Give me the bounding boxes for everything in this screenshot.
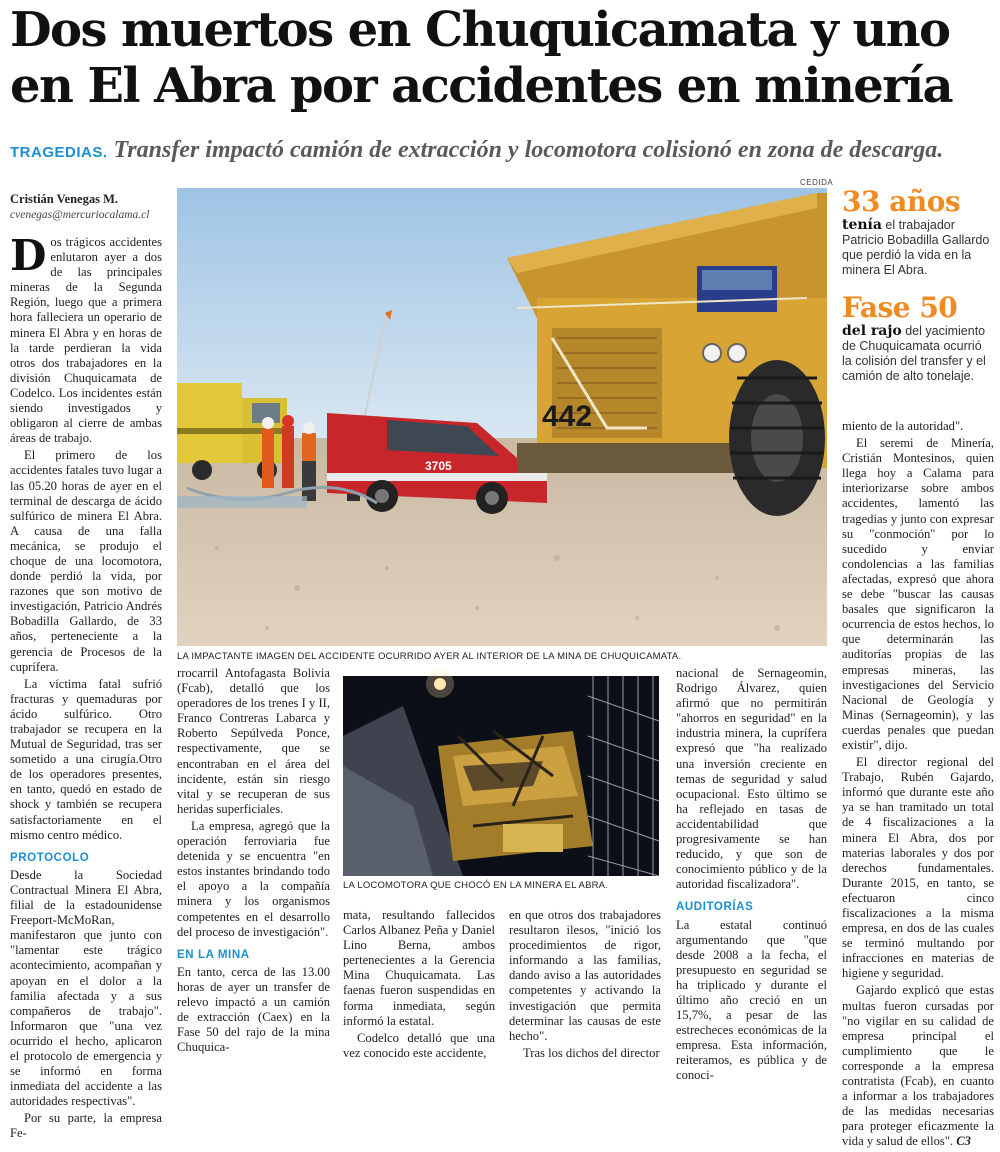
paragraph-text: Gajardo explicó que estas multas fueron cursadas por "no vigilar en su calidad de empresa principal el cumplimiento que le corresponde a la empresa contratista (Fcab), en cuanto a informar a los trabajadores de las medidas necesarias para proteger eficazmente la vida y salud de ellos". bbox=[842, 983, 994, 1149]
locomotive-wreck-photo bbox=[343, 676, 659, 876]
stat-value-age: 33 años bbox=[842, 185, 961, 218]
headline-line-1: Dos muertos en Chuquicamata y uno bbox=[10, 2, 950, 58]
paragraph: El director regional del Trabajo, Rubén Gajardo, informó que durante este año ya se han tramitado un total de 4 fiscalizaciones a la minera El Abra, dos por materias laborales y dos por derechos fundamentales. Durante 2015, en tanto, se efectuaron cinco fiscalizaciones a la misma empresa, en dos de las cuales se terminó multando por infracciones en materias de higiene y seguridad. bbox=[842, 755, 994, 981]
paragraph: nacional de Sernageomin, Rodrigo Álvarez, quien afirmó que no permitirán "ahorros en seguridad" en la industria minera, la cuprífera expresó que "ha realizado una inversión creciente en temas de seguridad y salud ocupacional. Esto último se ha reflejado en tasas de accidentabilidad que progresivamente se han reducido, y que son de conocimiento público y de la autoridad fiscalizadora". bbox=[676, 666, 827, 892]
paragraph: Codelco detalló que una vez conocido este accidente, bbox=[343, 1030, 495, 1060]
main-photo-caption: LA IMPACTANTE IMAGEN DEL ACCIDENTE OCURRIDO AYER AL INTERIOR DE LA MINA DE CHUQUICAMATA. bbox=[177, 651, 682, 662]
stat-box-phase bbox=[842, 292, 992, 384]
drop-cap: D bbox=[10, 231, 47, 280]
paragraph: El primero de los accidentes fatales tuvo lugar a las 05.20 horas de ayer en el terminal de descarga de ácido sulfúrico de minera El Abra. A causa de una falla mecánica, se produjo el choque de una locomotora, donde perdió la vida, por razones que son motivo de investigación, Patricio Andrés Bobadilla Gallardo, de 33 años, perteneciente a la gerencia de Procesos de la cuprífera. bbox=[10, 448, 162, 674]
subhead-en-la-mina: EN LA MINA bbox=[177, 948, 250, 961]
stat-lead-phase: del rajo bbox=[842, 323, 902, 339]
paragraph-text: os trágicos accidentes enlutaron ayer a dos de las principales mineras de la Segunda Región, luego que a primera hora falleciera un operario de minera El Abra y en horas de la tarde perdieran la vida otros dos trabajadores en la división Chuquicamata de Codelco. Los incidentes están siendo investigados y obligaron al cierre de ambas áreas de trabajo. bbox=[10, 235, 162, 446]
article-column-4 bbox=[509, 908, 661, 1063]
paragraph: El seremi de Minería, Cristián Montesinos, quien llega hoy a Calama para interiorizarse sobre ambos accidentes, lamentó las tragedias y junto con expresar su "conmoción" por lo sucedido y enviar condolencias a las familias afectadas, expresó que ahora se debe "buscar las causas basales que significaron la ocurrencia de estos hechos, lo que determinarán las auditorías propias de las empresas mineras, las investigaciones del Servicio Nacional de Geología y Minas (Sernageomin), y las cuerdas penales que puedan existir", dijo. bbox=[842, 436, 994, 752]
paragraph: rrocarril Antofagasta Bolivia (Fcab), detalló que los operadores de los trenes I y II, Franco Contreras Labarca y Roberto Sepúlveda Ponce, respectivamente, que se encontraban en el área del incidente, están sin riesgo vital y se recuperan de sus heridas superficiales. bbox=[177, 666, 330, 816]
paragraph: En tanto, cerca de las 13.00 horas de ayer un transfer de relevo impactó a un camión de extracción (Caex) en la Fase 50 del rajo de la mina Chuquica- bbox=[177, 964, 330, 1055]
dek bbox=[10, 135, 995, 168]
paragraph: Por su parte, la empresa Fe- bbox=[10, 1111, 162, 1141]
headline bbox=[10, 2, 995, 114]
main-photo bbox=[177, 188, 827, 646]
wrecked-locomotive bbox=[438, 731, 593, 861]
paragraph: La estatal continuó argumentando que "que desde 2008 a la fecha, el presupuesto en seguridad se ha triplicado y durante el último año creció en un 15,7%, a pesar de las estrecheces económicas de la empresa. Esta información, reiteramos, es pública y de conoci- bbox=[676, 917, 827, 1083]
dek-kicker: TRAGEDIAS. bbox=[10, 144, 108, 161]
byline-email[interactable]: cvenegas@mercuriocalama.cl bbox=[10, 209, 150, 221]
paragraph: en que otros dos trabajadores resultaron ilesos, "inició los procedimientos de rigor, informando a las familias, dando aviso a las autoridades competentes y activando la investigación que permita determinar las causas de este hecho". bbox=[509, 908, 661, 1043]
article-column-2 bbox=[177, 666, 330, 1057]
mining-accident-photo bbox=[177, 188, 827, 646]
paragraph: Desde la Sociedad Contractual Minera El Abra, filial de la estadounidense Freeport-McMoRan, manifestaron que junto con "lamentar este trágico acontecimiento, acompañan y apoyan en el dolor a la familia afectada y a sus compañeros de trabajo". Informaron que "una vez ocurrido el hecho, aplicaron el protocolo de emergencia y se informó en forma inmediata del accidente a las autoridades respectivas". bbox=[10, 867, 162, 1109]
photo-credit: CEDIDA bbox=[800, 178, 834, 187]
stat-desc-age bbox=[842, 218, 992, 278]
end-mark: C3 bbox=[956, 1134, 971, 1149]
subhead-protocolo: PROTOCOLO bbox=[10, 851, 90, 864]
truck-number: 442 bbox=[542, 400, 593, 433]
stat-desc-phase bbox=[842, 324, 992, 384]
paragraph: Tras los dichos del director bbox=[523, 1045, 660, 1060]
headline-line-2: en El Abra por accidentes en minería bbox=[10, 58, 953, 114]
locomotive-photo-caption: LA LOCOMOTORA QUE CHOCÓ EN LA MINERA EL ABRA. bbox=[343, 880, 609, 891]
paragraph: La víctima fatal sufrió fracturas y quemaduras por ácido sulfúrico. Otro trabajador se recupera en la Mutual de Seguridad, tras ser sometido a una cirugía.Otro de los operadores presentes, en tanto, quedó en estado de shock y también se recupera satisfactoriamente en el mismo centro médico. bbox=[10, 676, 162, 842]
locomotive-photo bbox=[343, 676, 659, 876]
article-column-3 bbox=[343, 908, 495, 1063]
paragraph: La empresa, agregó que la operación ferroviaria fue detenida y se encuentra "en estos instantes brindando todo el apoyo a la compañía minera y los organismos competentes en el desarrollo del proceso de investigación". bbox=[177, 818, 330, 939]
article-column-6 bbox=[842, 419, 994, 1152]
article-column-1 bbox=[10, 231, 162, 1144]
stat-lead-age: tenía bbox=[842, 217, 882, 233]
dek-text: Transfer impactó camión de extracción y locomotora colisionó en zona de descarga. bbox=[113, 137, 944, 163]
paragraph bbox=[10, 231, 162, 446]
stat-box-age bbox=[842, 186, 992, 278]
subhead-auditorias: AUDITORÍAS bbox=[676, 901, 754, 914]
stat-text-phase: del yacimiento de Chuquicamata ocurrió la colisión del transfer y el camión de alto tonelaje. bbox=[842, 324, 986, 383]
stat-value-phase: Fase 50 bbox=[842, 291, 958, 324]
byline-author: Cristián Venegas M. bbox=[10, 192, 118, 206]
paragraph: miento de la autoridad". bbox=[842, 419, 964, 433]
paragraph: mata, resultando fallecidos Carlos Albanez Peña y Daniel Lino Berna, ambos pertenecientes a la Gerencia Mina Chuquicamata. Las faenas fueron suspendidas en forma inmediata, según informó la estatal. bbox=[343, 908, 495, 1028]
article-column-5 bbox=[676, 666, 827, 1086]
stat-text-age: el trabajador Patricio Bobadilla Gallardo que perdió la vida en la minera El Abra. bbox=[842, 218, 990, 277]
paragraph bbox=[842, 983, 994, 1149]
pickup-number: 3705 bbox=[425, 459, 452, 473]
